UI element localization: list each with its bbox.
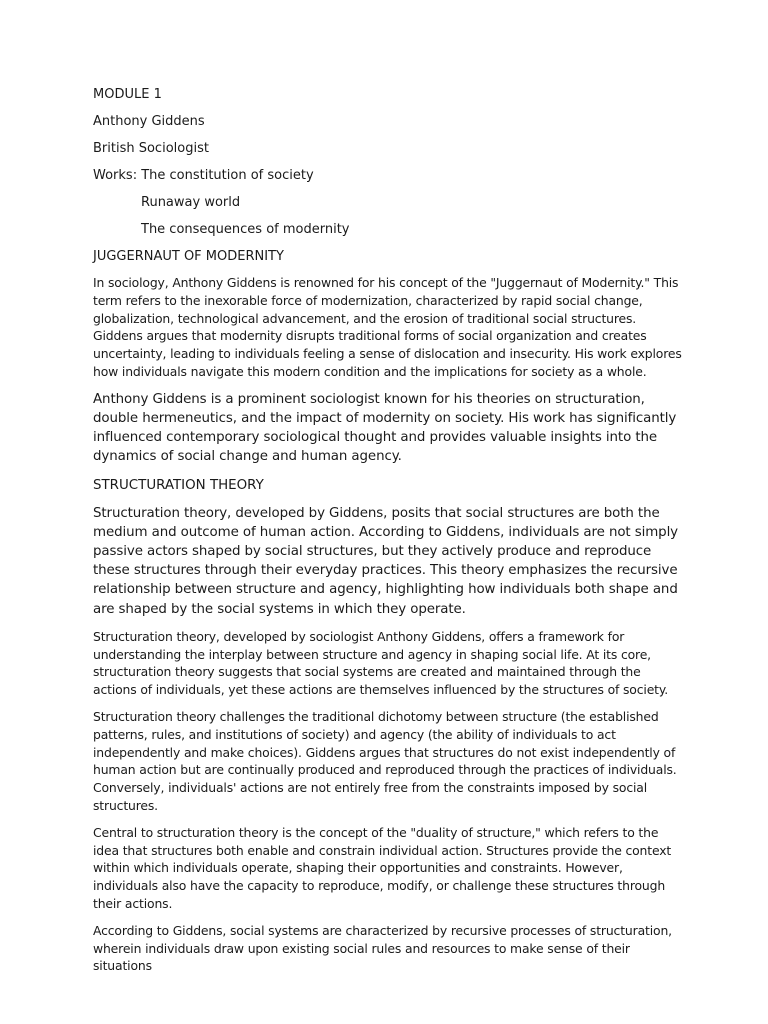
paragraph: In sociology, Anthony Giddens is renowned for his concept of the "Juggernaut of Modernity." This term refers to the inexorable force of modernization, characterized by rapid social change, globalization, technological advancement, and the erosion of traditional social structures. Giddens argues that modernity disrupts traditional forms of social organization and creates uncertainty, leading to individuals feeling a sense of dislocation and insecurity. His work explores how individuals navigate this modern condition and the implications for society as a whole. [93,275,682,379]
works-label: Works: The constitution of society [93,168,314,183]
paragraph: According to Giddens, social systems are characterized by recursive processes of structuration, wherein individuals draw upon existing social rules and resources to make sense of their situations [93,922,672,974]
paragraph: Anthony Giddens is a prominent sociologist known for his theories on structuration, double hermeneutics, and the impact of modernity on society. His work has significantly influenced contemporary sociological thought and provides valuable insights into the dynamics of social change and human agency. [93,391,677,465]
paragraph: Structuration theory, developed by Giddens, posits that social structures are both the medium and outcome of human action. According to Giddens, individuals are not simply passive actors shaped by social structures, but they actively produce and reproduce these structures through their everyday practices. This theory emphasizes the recursive relationship between structure and agency, highlighting how individuals both shape and are shaped by the social systems in which they operate. [93,505,679,617]
document-page [93,86,683,984]
paragraph: Central to structuration theory is the concept of the "duality of structure," which refers to the idea that structures both enable and constrain individual action. Structures provide the context within which individuals operate, shaping their opportunities and constraints. However, individuals also have the capacity to reproduce, modify, or challenge these structures through their actions. [93,824,672,911]
paragraph: Structuration theory, developed by sociologist Anthony Giddens, offers a framework for understanding the interplay between structure and agency in shaping social life. At its core, structuration theory suggests that social systems are created and maintained through the actions of individuals, yet these actions are themselves influenced by the structures of society. [93,628,669,698]
module-label: MODULE 1 [93,87,162,102]
work-item: Runaway world [141,195,241,210]
author-name: Anthony Giddens [93,114,205,129]
paragraph: Structuration theory challenges the traditional dichotomy between structure (the established patterns, rules, and institutions of society) and agency (the ability of individuals to act independently and make choices). Giddens argues that structures do not exist independently of human action but are continually produced and reproduced through the practices of individuals. Conversely, individuals' actions are not entirely free from the constraints imposed by social structures. [93,709,677,813]
author-role: British Sociologist [93,141,209,156]
section-heading-structuration: STRUCTURATION THEORY [93,477,264,493]
section-heading-juggernaut: JUGGERNAUT OF MODERNITY [93,249,284,264]
work-item: The consequences of modernity [141,222,350,237]
